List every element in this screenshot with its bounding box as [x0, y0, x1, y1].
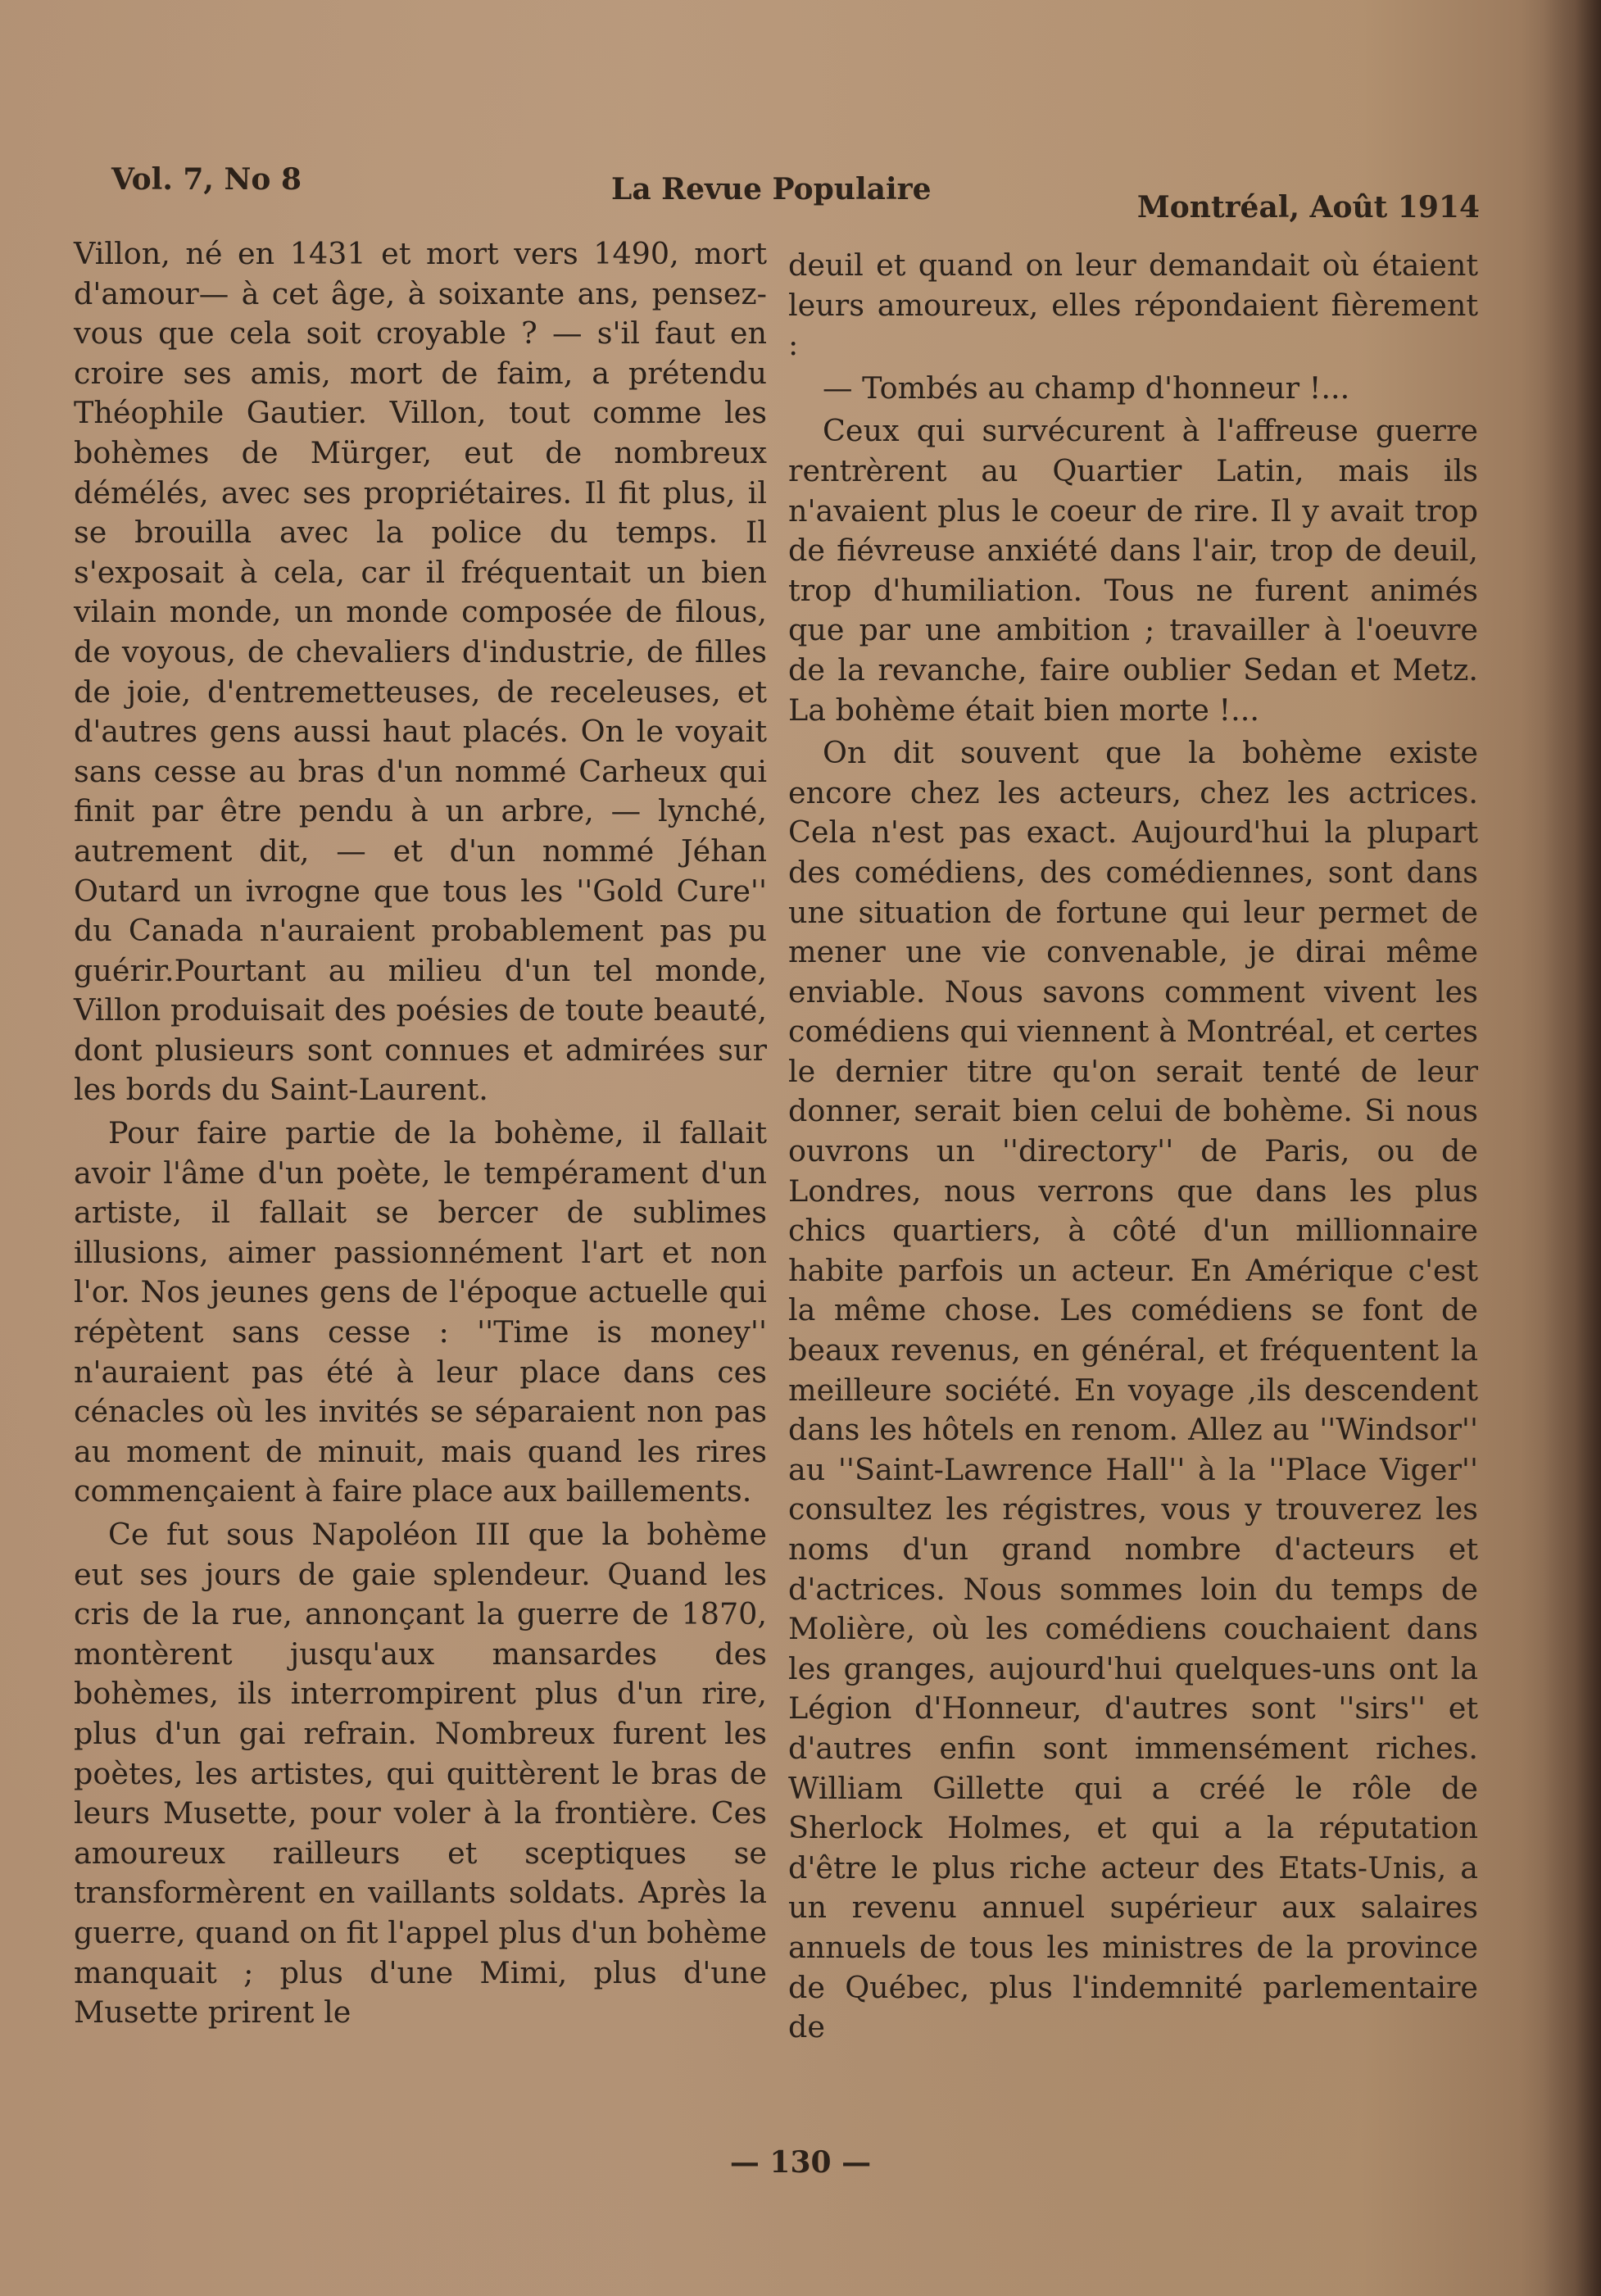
paragraph: Ce fut sous Napoléon III que la bohème eut ses jours de gaie splendeur. Quand les cris de la rue, annonçant la guerre de 1870, montèrent jusqu'aux mansardes des bohèmes, ils interrompirent plus d'un rire, plus d'un gai refrain. Nombreux furent les poètes, les artistes, qui quittèrent le bras de leurs Musette, pour voler à la frontière. Ces amoureux railleurs et sceptiques se transformèrent en vaillants soldats. Après la guerre, quand on fit l'appel plus d'un bohème manquait ; plus d'une Mimi, plus d'une Musette prirent le — [74, 1517, 767, 2031]
volume-number: Vol. 7, No 8 — [111, 162, 302, 197]
paragraph: — Tombés au champ d'honneur !... — [823, 370, 1350, 406]
page-header — [111, 156, 1480, 225]
paragraph: On dit souvent que la bohème existe encore chez les acteurs, chez les actrices. Cela n'est pas exact. Aujourd'hui la plupart des comédiens, des comédiennes, sont dans une situation de fortune qui leur permet de mener une vie convenable, je dirai même enviable. Nous savons comment vivent les comédiens qui viennent à Montréal, et certes le dernier titre qu'on serait tenté de leur donner, serait bien celui de bohème. Si nous ouvrons un ''directory'' de Paris, ou de Londres, nous verrons que dans les plus chics quartiers, à côté d'un millionnaire habite parfois un acteur. En Amérique c'est la même chose. Les comédiens se font de beaux revenus, en général, et fréquentent la meilleure société. En voyage ,ils descendent dans les hôtels en renom. Allez au ''Windsor'' au ''Saint-Lawrence Hall'' à la ''Place Viger'' consultez les régistres, vous y trouverez les noms d'un grand nombre d'acteurs et d'actrices. Nous sommes loin du temps de Molière, où les comédiens couchaient dans les granges, aujourd'hui quelques-uns ont la Légion d'Honneur, d'autres sont ''sirs'' et d'autres enfin sont immensément riches. William Gillette qui a créé le rôle de Sherlock Holmes, et qui a la réputation d'être le plus riche acteur des Etats-Unis, a un revenu annuel supérieur aux salaires annuels de tous les ministres de la province de Québec, plus l'indemnité parlementaire de — [788, 735, 1478, 2045]
page-spine-shadow — [1544, 0, 1601, 2296]
left-column — [74, 234, 767, 2036]
publication-title: La Revue Populaire — [611, 172, 932, 206]
page-number: — 130 — — [729, 2145, 872, 2180]
issue-date: Montréal, Août 1914 — [1136, 190, 1480, 225]
paragraph: deuil et quand on leur demandait où étaient leurs amoureux, elles répondaient fièrement : — [788, 247, 1478, 363]
right-column — [788, 246, 1478, 2051]
paragraph: Pour faire partie de la bohème, il fallait avoir l'âme d'un poète, le tempérament d'un artiste, il fallait se bercer de sublimes illusions, aimer passionnément l'art et non l'or. Nos jeunes gens de l'époque actuelle qui répètent sans cesse : ''Time is money'' n'auraient pas été à leur place dans ces cénacles où les invités se séparaient non pas au moment de minuit, mais quand les rires commençaient à faire place aux baillements. — [74, 1115, 767, 1509]
paragraph: Villon, né en 1431 et mort vers 1490, mort d'amour— à cet âge, à soixante ans, pensez-vous que cela soit croyable ? — s'il faut en croire ses amis, mort de faim, a prétendu Théophile Gautier. Villon, tout comme les bohèmes de Mürger, eut de nombreux démélés, avec ses propriétaires. Il fit plus, il se brouilla avec la police du temps. Il s'exposait à cela, car il fréquentait un bien vilain monde, un monde composée de filous, de voyous, de chevaliers d'industrie, de filles de joie, d'entremetteuses, de receleuses, et d'autres gens aussi haut placés. On le voyait sans cesse au bras d'un nommé Carheux qui finit par être pendu à un arbre, — lynché, autrement dit, — et d'un nommé Jéhan Outard un ivrogne que tous les ''Gold Cure'' du Canada n'auraient probablement pas pu guérir.Pourtant au milieu d'un tel monde, Villon produisait des poésies de toute beauté, dont plusieurs sont connues et admirées sur les bords du Saint-Laurent. — [74, 236, 767, 1108]
paragraph: Ceux qui survécurent à l'affreuse guerre rentrèrent au Quartier Latin, mais ils n'avaient plus le coeur de rire. Il y avait trop de fiévreuse anxiété dans l'air, trop de deuil, trop d'humiliation. Tous ne furent animés que par une ambition ; travailler à l'oeuvre de la revanche, faire oublier Sedan et Metz. La bohème était bien morte !... — [788, 413, 1478, 728]
